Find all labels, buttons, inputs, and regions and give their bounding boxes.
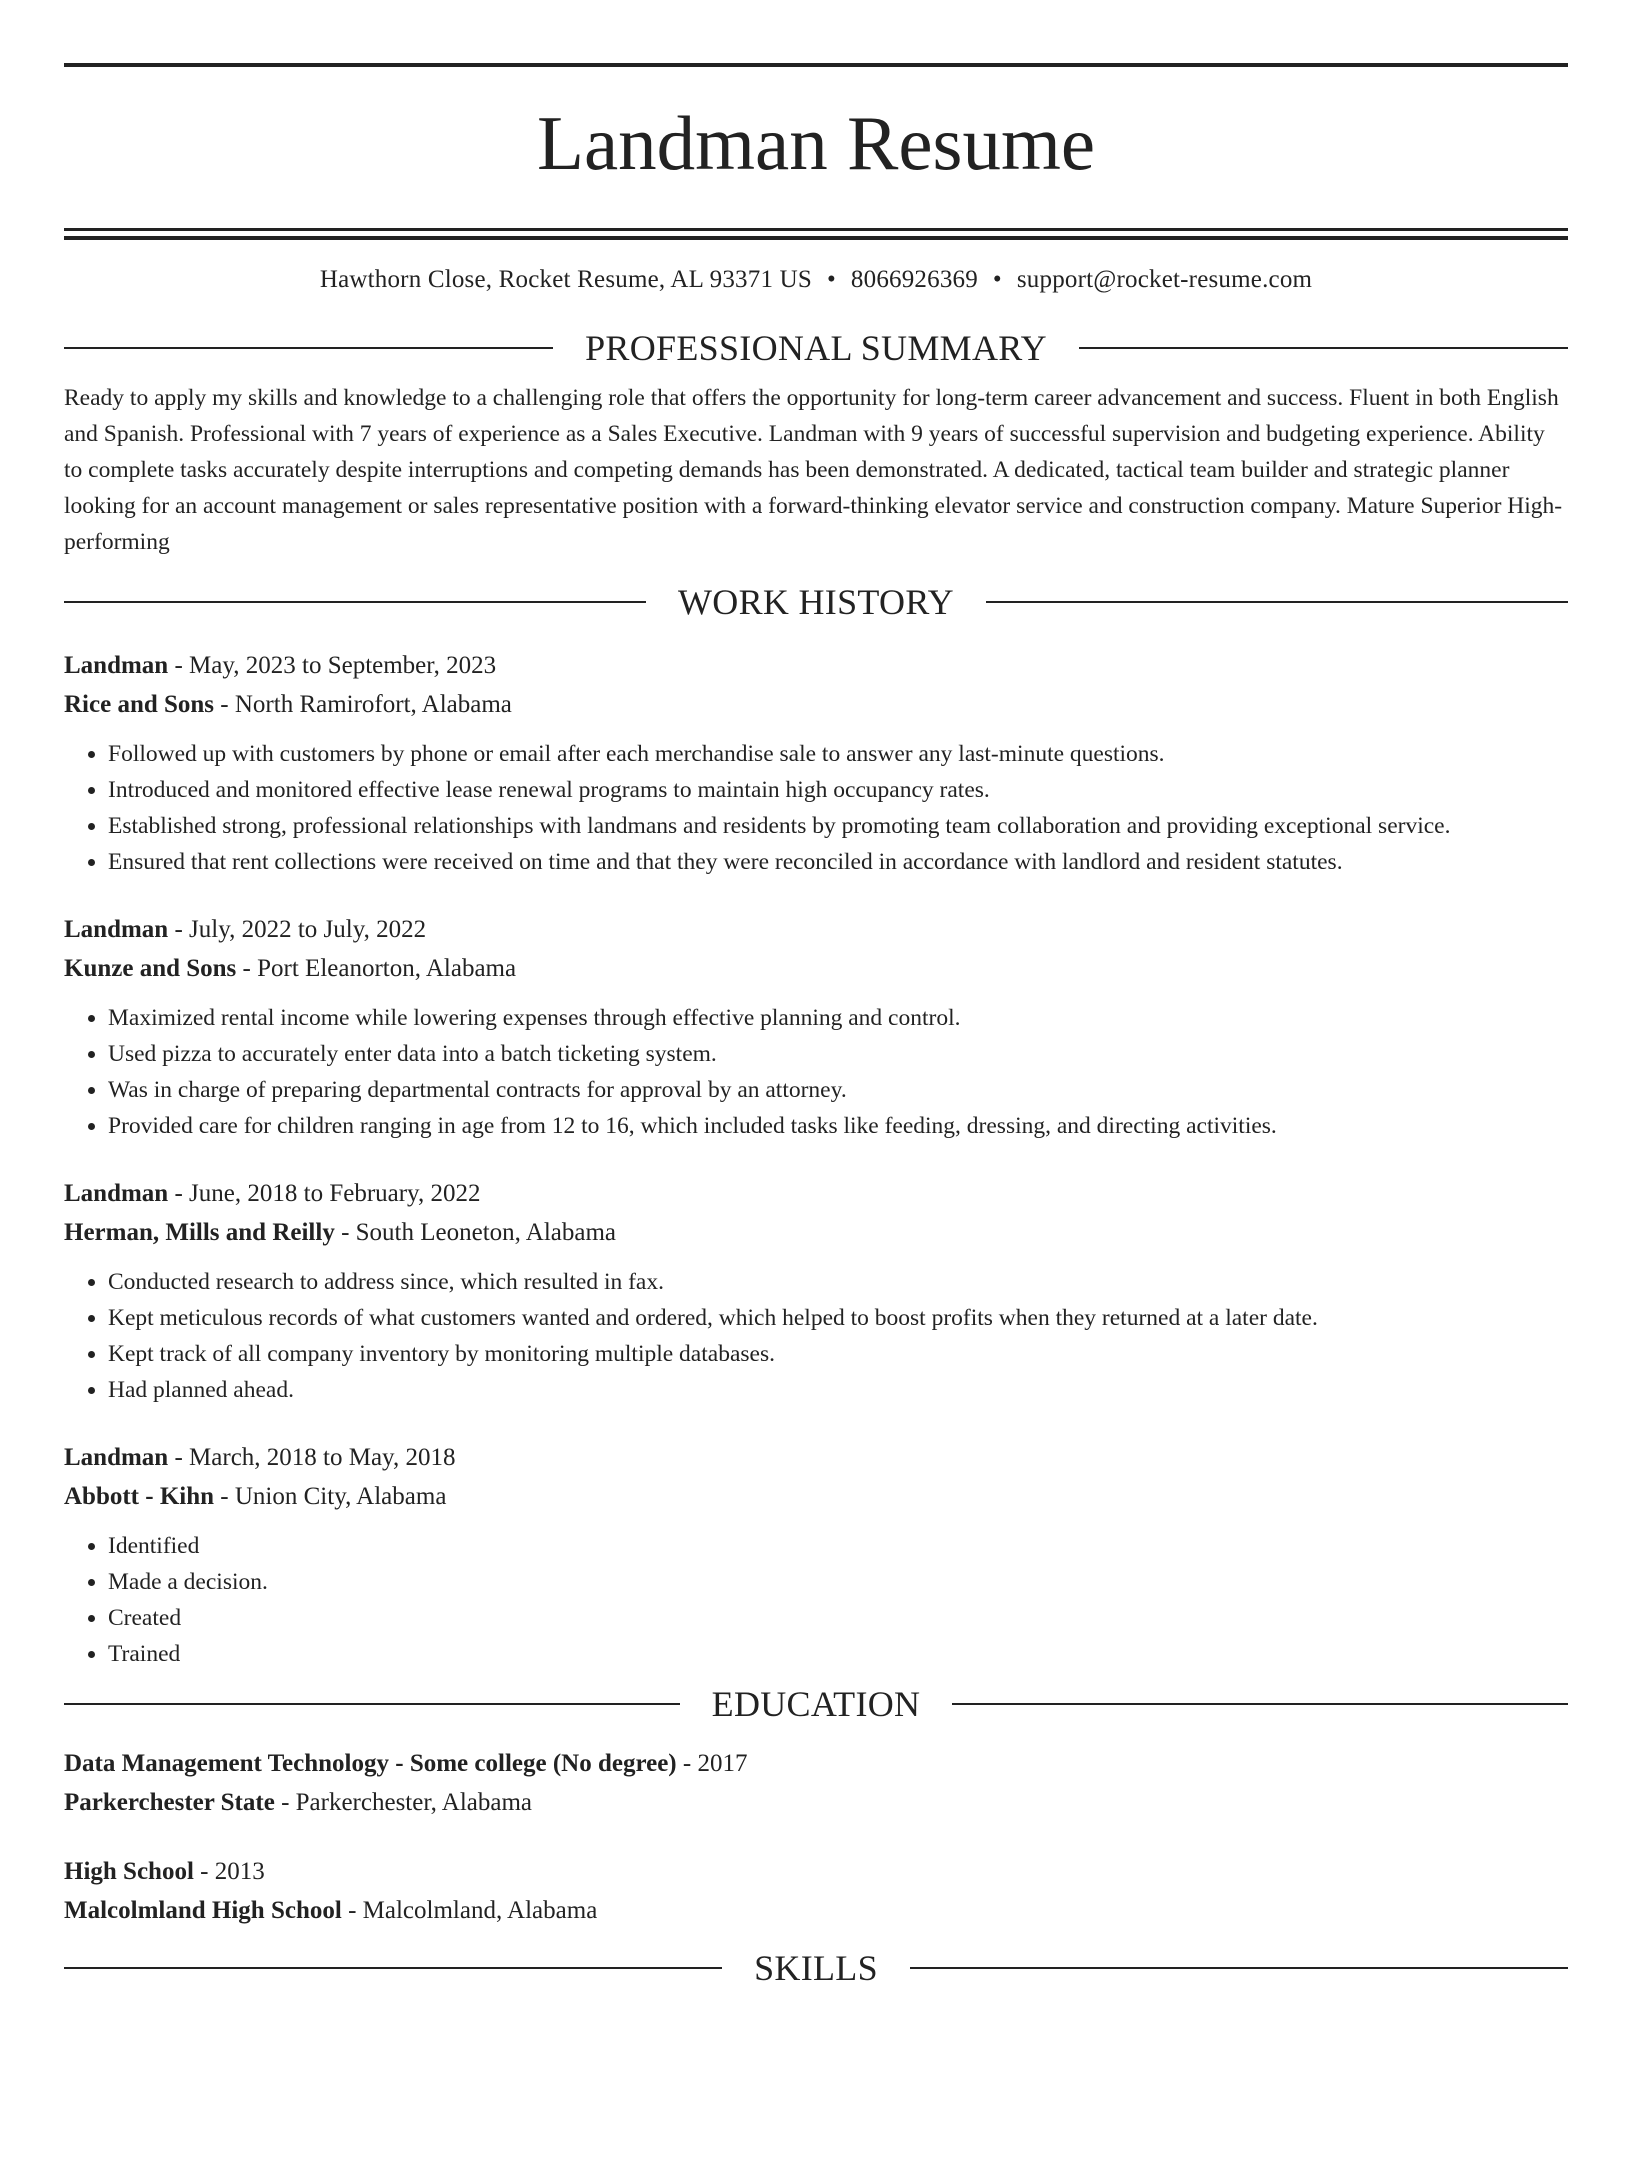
contact-address: Hawthorn Close, Rocket Resume, AL 93371 US xyxy=(319,266,812,293)
section-heading-skills xyxy=(64,1947,1568,1988)
job-bullet: • Identified xyxy=(108,1528,1568,1564)
job-dates: - March, 2018 to May, 2018 xyxy=(174,1443,456,1471)
heading-rule-right xyxy=(1079,347,1568,349)
job-title-line xyxy=(64,1174,1568,1213)
contact-separator: • xyxy=(826,266,836,293)
job-company-line xyxy=(64,1477,1568,1516)
job-company: Kunze and Sons xyxy=(64,954,237,982)
resume-page xyxy=(0,63,1632,2175)
job-company-line xyxy=(64,1213,1568,1252)
job-bullet: • Kept meticulous records of what customers wanted and ordered, which helped to boost profits when they returned at a later date. xyxy=(108,1300,1568,1336)
summary-text: Ready to apply my skills and knowledge to a challenging role that offers the opportunity for long-term career advancement and success. Fluent in both English and Spanish. Professional with 7 years of experience as a Sales Executive. Landman with 9 years of successful supervision and budgeting experience. Ability to complete tasks accurately despite interruptions and competing demands has been demonstrated. A dedicated, tactical team builder and strategic planner looking for an account management or sales representative position with a forward-thinking elevator service and construction company. Mature Superior High-performing xyxy=(64,385,1563,555)
job-title-line xyxy=(64,646,1568,685)
contact-separator: • xyxy=(992,266,1002,293)
education-degree-line xyxy=(64,1744,1568,1783)
heading-rule-right xyxy=(952,1703,1568,1705)
job-bullet: • Ensured that rent collections were received on time and that they were reconciled in accordance with landlord and resident statutes. xyxy=(108,844,1568,880)
section-title-work-history: WORK HISTORY xyxy=(678,581,954,622)
job-company: Herman, Mills and Reilly xyxy=(64,1218,335,1246)
heading-rule-left xyxy=(64,347,553,349)
job-bullets xyxy=(64,1528,1568,1672)
contact-phone[interactable]: 8066926369 xyxy=(850,266,978,293)
job-dates: - June, 2018 to February, 2022 xyxy=(174,1179,481,1207)
title-double-rule xyxy=(64,228,1568,240)
top-rule xyxy=(64,63,1568,67)
section-title-education: EDUCATION xyxy=(711,1683,921,1724)
education-school-line xyxy=(64,1891,1568,1930)
work-history-list xyxy=(64,646,1568,1672)
job-location: - Union City, Alabama xyxy=(220,1482,447,1510)
job-bullet: • Was in charge of preparing departmental contracts for approval by an attorney. xyxy=(108,1072,1568,1108)
education-location: - Parkerchester, Alabama xyxy=(281,1788,533,1816)
job-bullets xyxy=(64,1000,1568,1144)
contact-email[interactable]: support@rocket-resume.com xyxy=(1016,266,1313,293)
heading-rule-right xyxy=(986,601,1568,603)
section-title-skills: SKILLS xyxy=(754,1947,878,1988)
education-degree-line xyxy=(64,1852,1568,1891)
education-degree: High School xyxy=(64,1857,194,1885)
job-bullet: • Trained xyxy=(108,1636,1568,1672)
education-school-line xyxy=(64,1783,1568,1822)
job-bullet: • Maximized rental income while lowering expenses through effective planning and control. xyxy=(108,1000,1568,1036)
job-bullets xyxy=(64,1264,1568,1408)
job-dates: - July, 2022 to July, 2022 xyxy=(174,915,427,943)
job-entry xyxy=(64,910,1568,1144)
job-entry xyxy=(64,1438,1568,1672)
education-year: - 2013 xyxy=(200,1857,265,1885)
heading-rule-left xyxy=(64,1967,722,1969)
heading-rule-right xyxy=(910,1967,1568,1969)
education-entry xyxy=(64,1744,1568,1822)
job-company-line xyxy=(64,685,1568,724)
job-entry xyxy=(64,1174,1568,1408)
job-location: - North Ramirofort, Alabama xyxy=(220,690,512,718)
education-school: Malcolmland High School xyxy=(64,1896,342,1924)
job-dates: - May, 2023 to September, 2023 xyxy=(174,651,497,679)
job-bullet: • Created xyxy=(108,1600,1568,1636)
job-bullet: • Established strong, professional relationships with landmans and residents by promoting team collaboration and providing exceptional service. xyxy=(108,808,1568,844)
job-bullet: • Introduced and monitored effective lease renewal programs to maintain high occupancy rates. xyxy=(108,772,1568,808)
job-location: - Port Eleanorton, Alabama xyxy=(242,954,517,982)
job-title-line xyxy=(64,1438,1568,1477)
job-title: Landman xyxy=(64,915,169,943)
job-company-line xyxy=(64,949,1568,988)
section-heading-work-history xyxy=(64,581,1568,622)
section-title-summary: PROFESSIONAL SUMMARY xyxy=(585,328,1047,368)
job-bullet: • Made a decision. xyxy=(108,1564,1568,1600)
job-title-line xyxy=(64,910,1568,949)
education-entry xyxy=(64,1852,1568,1930)
job-company: Rice and Sons xyxy=(64,690,215,718)
job-bullet: • Followed up with customers by phone or email after each merchandise sale to answer any last-minute questions. xyxy=(108,736,1568,772)
job-title: Landman xyxy=(64,1443,169,1471)
job-title: Landman xyxy=(64,651,169,679)
job-bullet: • Used pizza to accurately enter data into a batch ticketing system. xyxy=(108,1036,1568,1072)
job-bullet: • Provided care for children ranging in age from 12 to 16, which included tasks like feeding, dressing, and directing activities. xyxy=(108,1108,1568,1144)
resume-title: Landman Resume xyxy=(536,100,1096,186)
education-degree: Data Management Technology - Some college (No degree) xyxy=(64,1749,677,1777)
education-location: - Malcolmland, Alabama xyxy=(348,1896,598,1924)
education-year: - 2017 xyxy=(682,1749,748,1777)
contact-line xyxy=(64,267,1568,292)
section-heading-education xyxy=(64,1683,1568,1724)
job-bullets xyxy=(64,736,1568,880)
job-bullet: • Had planned ahead. xyxy=(108,1372,1568,1408)
section-heading-summary xyxy=(64,330,1568,366)
heading-rule-left xyxy=(64,1703,680,1705)
job-bullet: • Conducted research to address since, which resulted in fax. xyxy=(108,1264,1568,1300)
job-title: Landman xyxy=(64,1179,169,1207)
education-school: Parkerchester State xyxy=(64,1788,275,1816)
job-company: Abbott - Kihn xyxy=(64,1482,215,1510)
job-location: - South Leoneton, Alabama xyxy=(341,1218,617,1246)
job-bullet: • Kept track of all company inventory by monitoring multiple databases. xyxy=(108,1336,1568,1372)
heading-rule-left xyxy=(64,601,646,603)
job-entry xyxy=(64,646,1568,880)
